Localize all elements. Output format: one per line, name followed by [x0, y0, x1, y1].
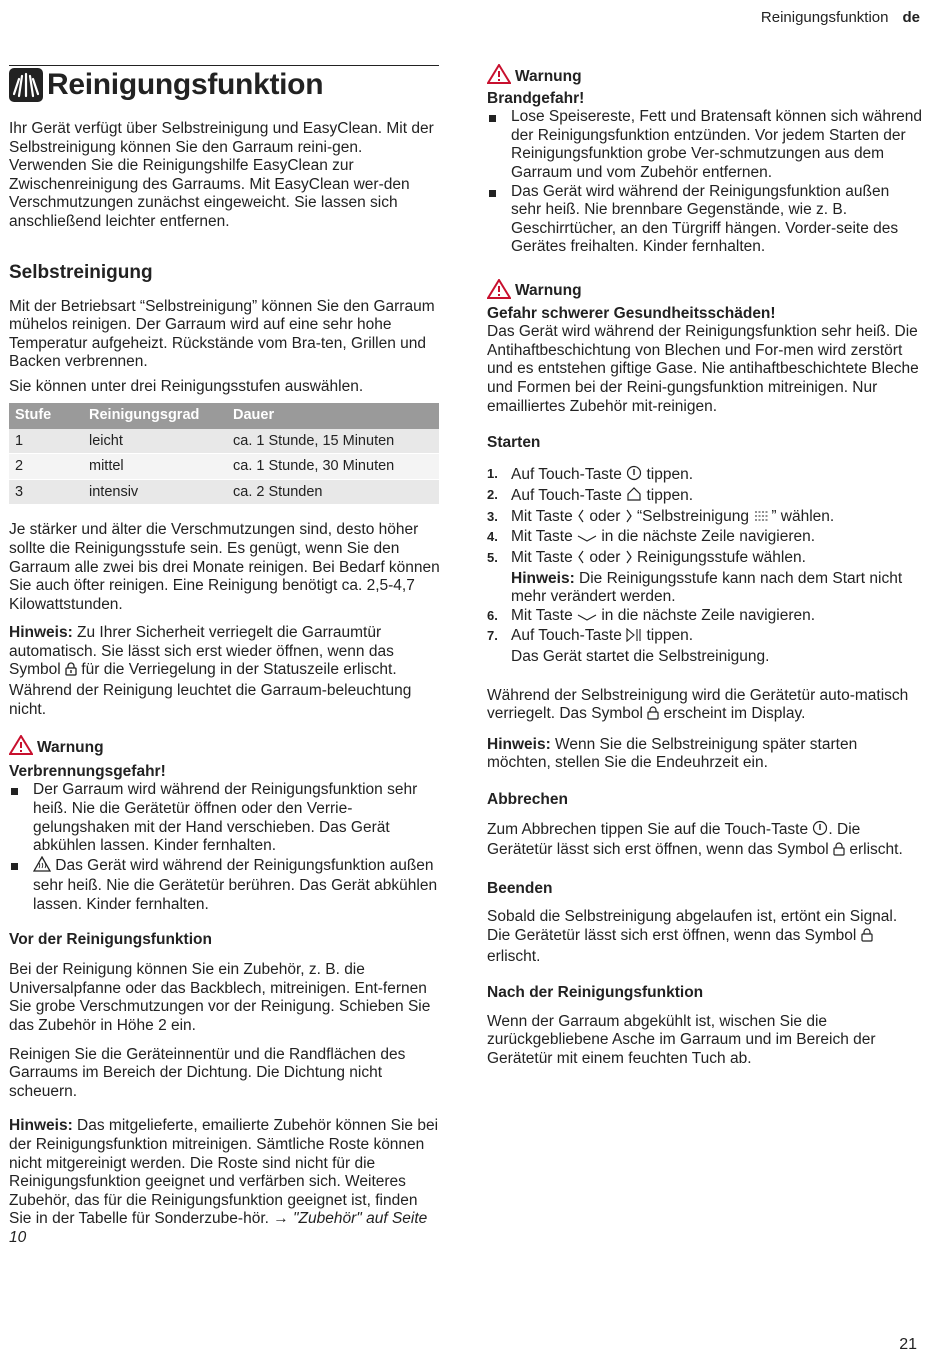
list-item: 6. Mit Taste in die nächste Zeile navigieren.: [487, 607, 923, 628]
page-title: Reinigungsfunktion: [47, 68, 324, 101]
section-heading-beenden: Beenden: [487, 879, 553, 897]
home-icon: [626, 486, 642, 508]
chevron-down-icon: [577, 609, 597, 628]
table-row: [9, 479, 439, 505]
header-lang: de: [902, 9, 920, 26]
list-item: 2. Auf Touch-Taste tippen.: [487, 486, 923, 508]
arrow-icon: →: [273, 1210, 289, 1228]
table-header-cell: Stufe: [9, 403, 83, 429]
list-item: Das Gerät wird während der Reinigungsfunktion außen sehr heiß. Nie die Gerätetür berühren. Das Gerät abkühlen lassen. Kinder fernhalten.: [9, 856, 441, 915]
header-section: Reinigungsfunktion: [760, 9, 889, 26]
beenden-paragraph: Sobald die Selbstreinigung abgelaufen ist, ertönt ein Signal. Die Gerätetür lässt sich erst öffnen, wenn das Symbol erlischt.: [487, 908, 898, 965]
chevron-right-icon: [625, 550, 633, 570]
hint-label: Hinweis:: [9, 624, 73, 642]
list-item: 1. Auf Touch-Taste tippen.: [487, 465, 923, 487]
selbst-paragraph-3: Je stärker und älter die Verschmutzungen sind, desto höher sollte die Reinigungsstufe sein. Es genügt, wenn Sie den Garraum alle zwei bis drei Monate reinigen. Bei Bedarf können Sie auch öfter reinigen. Eine Reinigung benötigt ca. 2,5-4,7 Kilowattstunden.: [9, 521, 440, 613]
warning-triangle-icon: [487, 279, 515, 305]
lock-icon: [647, 706, 659, 726]
hint-label: Hinweis:: [511, 569, 575, 587]
vor-hint: Hinweis: Das mitgelieferte, emailierte Zubehör können Sie bei der Reinigungsfunktion mitreinigen. Sämtliche Roste können nicht mitgereinigt werden. Die Roste sind nicht für die Reinigungsfunktion geeignet und verfärben sich. Weiteres Zubehör, das für die Reinigungsfunktion geeignet ist, finden Sie in der Tabelle für Sonderzube-hör. → "Zubehör" auf Seite 10: [9, 1117, 439, 1246]
warning-heading: Warnung: [487, 279, 923, 305]
table-cell: 1: [9, 429, 83, 454]
lock-icon: [861, 928, 873, 948]
section-heading-selbstreinigung: Selbstreinigung: [9, 261, 153, 283]
lock-icon: [65, 662, 77, 682]
selbst-paragraph-1: Mit der Betriebsart “Selbstreinigung” können Sie den Garraum mühelos reinigen. Der Garraum wird auf eine sehr hohe Temperatur aufgeheizt. Rückstände vom Bra-ten, Grillen und Backen verbrennen.: [9, 297, 435, 371]
power-icon: [626, 465, 642, 487]
start-steps-list: [487, 465, 923, 667]
selbst-hint: Hinweis: Zu Ihrer Sicherheit verriegelt die Garraumtür automatisch. Sie lässt sich erst wieder öffnen, wenn das Symbol für die Verriegelung in der Statuszeile erlischt. Während der Reinigung leuchtet die Garraum-beleuchtung nicht.: [9, 624, 412, 718]
cleaning-function-icon: [9, 68, 43, 102]
hot-surface-icon: [33, 856, 51, 878]
chevron-right-icon: [625, 509, 633, 529]
abbrechen-paragraph: Zum Abbrechen tippen Sie auf die Touch-Taste . Die Gerätetür lässt sich erst öffnen, wenn das Symbol erlischt.: [487, 820, 923, 862]
chevron-down-icon: [577, 530, 597, 549]
intro-paragraph: Ihr Gerät verfügt über Selbstreinigung und EasyClean. Mit der Selbstreinigung können Sie den Garraum reini-gen. Verwenden Sie die Reinigungshilfe EasyClean zur Zwischenreinigung des Garraums. Mit EasyClean wer-den Verschmutzungen zunächst eingeweicht. Sie lassen sich anschließend leichter entfernen.: [9, 120, 434, 230]
running-header: [761, 9, 920, 28]
warning-text: Das Gerät wird während der Reinigungsfunktion sehr heiß. Die Antihaftbeschichtung von Blechen und For-men wird zerstört und es entstehen giftige Gase. Nie antihaftbeschichtete Bleche und Formen bei der Reini-gungsfunktion mitreinigen. Nur emailliertes Zubehör mit-reinigen.: [487, 323, 919, 415]
section-heading-starten: Starten: [487, 434, 541, 452]
section-heading-nach: Nach der Reinigungsfunktion: [487, 984, 704, 1002]
warning-list: [9, 781, 441, 914]
nach-paragraph: Wenn der Garraum abgekühlt ist, wischen Sie die zurückgebliebene Asche im Garraum und im Bereich der Gerätetür mit einem feuchten Tuch ab.: [487, 1012, 876, 1067]
warning-triangle-icon: [9, 735, 37, 761]
list-item: 7. Auf Touch-Taste tippen. Das Gerät startet die Selbstreinigung.: [487, 627, 770, 666]
hint-label: Hinweis:: [487, 735, 551, 753]
table-header-row: [9, 403, 439, 429]
list-item: Lose Speisereste, Fett und Bratensaft können sich während der Reinigungsfunktion entzünden. Vor jedem Starten der Reinigungsfunktion grobe Ver-schmutzungen aus dem Garraum und vom Zubehör entfernen.: [487, 108, 923, 182]
table-row: [9, 454, 439, 480]
table-cell: ca. 1 Stunde, 30 Minuten: [227, 454, 439, 480]
page-number: 21: [899, 1336, 917, 1354]
vor-paragraph-2: Reinigen Sie die Geräteinnentür und die Randflächen des Garraums im Bereich der Dichtung. Die Dichtung nicht scheuern.: [9, 1045, 406, 1100]
table-cell: 2: [9, 454, 83, 480]
right-column: [487, 64, 923, 1079]
warning-subheading: Gefahr schwerer Gesundheitsschäden!: [487, 304, 776, 322]
self-cleaning-icon: [753, 509, 771, 529]
chapter-title-bar: [9, 65, 439, 102]
table-cell: leicht: [83, 429, 227, 454]
left-column: [9, 120, 441, 1258]
selbst-paragraph-2: Sie können unter drei Reinigungsstufen auswählen.: [9, 377, 364, 395]
start-pause-icon: [626, 628, 642, 648]
table-cell: ca. 2 Stunden: [227, 479, 439, 505]
vor-paragraph-1: Bei der Reinigung können Sie ein Zubehör, z. B. die Universalpfanne oder das Backblech, mitreinigen. Ent-fernen Sie grobe Verschmutzungen vor der Reinigung. Schieben Sie das Zubehör in Höhe 2 ein.: [9, 961, 431, 1034]
table-cell: 3: [9, 479, 83, 505]
table-header-cell: Dauer: [227, 403, 439, 429]
table-cell: mittel: [83, 454, 227, 480]
list-item: 4. Mit Taste in die nächste Zeile navigieren.: [487, 528, 923, 549]
list-item: 3. Mit Taste oder “Selbstreinigung ” wählen.: [487, 508, 923, 529]
hint-label: Hinweis:: [9, 1117, 73, 1135]
section-heading-abbrechen: Abbrechen: [487, 791, 568, 808]
warning-heading: Warnung: [9, 735, 441, 761]
list-item: 5. Mit Taste oder Reinigungsstufe wählen. Hinweis: Die Reinigungsstufe kann nach dem Start nicht mehr verändert werden.: [487, 549, 903, 606]
starten-hint: Hinweis: Wenn Sie die Selbstreinigung später starten möchten, stellen Sie die Endeuhrzeit ein.: [487, 735, 858, 772]
warning-heading: Warnung: [487, 64, 923, 90]
table-row: [9, 429, 439, 454]
warning-triangle-icon: [487, 64, 515, 90]
table-header-cell: Reinigungsgrad: [83, 403, 227, 429]
list-item: Das Gerät wird während der Reinigungsfunktion außen sehr heiß. Nie brennbare Gegenstände, wie z. B. Geschirrtücher, an den Türgriff hängen. Vorder-seite des Gerätes freihalten. Kinder fernhalten.: [487, 183, 923, 257]
lock-icon: [833, 842, 845, 862]
cross-reference-link[interactable]: "Zubehör" auf Seite 10: [9, 1210, 428, 1246]
chevron-left-icon: [577, 550, 585, 570]
cleaning-levels-table: [9, 403, 439, 506]
section-heading-vor: Vor der Reinigungsfunktion: [9, 930, 212, 948]
list-item: Der Garraum wird während der Reinigungsfunktion sehr heiß. Nie die Gerätetür öffnen oder den Verrie-gelungshaken mit der Hand verschieben. Das Gerät abkühlen lassen. Kinder fernhalten.: [9, 781, 441, 855]
table-cell: intensiv: [83, 479, 227, 505]
warning-list: [487, 108, 923, 257]
starten-paragraph: Während der Selbstreinigung wird die Gerätetür auto-matisch verriegelt. Das Symbol erscheint im Display.: [487, 687, 923, 726]
warning-subheading: Verbrennungsgefahr!: [9, 762, 166, 780]
chevron-left-icon: [577, 509, 585, 529]
warning-subheading: Brandgefahr!: [487, 89, 585, 107]
power-icon: [812, 820, 828, 842]
table-cell: ca. 1 Stunde, 15 Minuten: [227, 429, 439, 454]
